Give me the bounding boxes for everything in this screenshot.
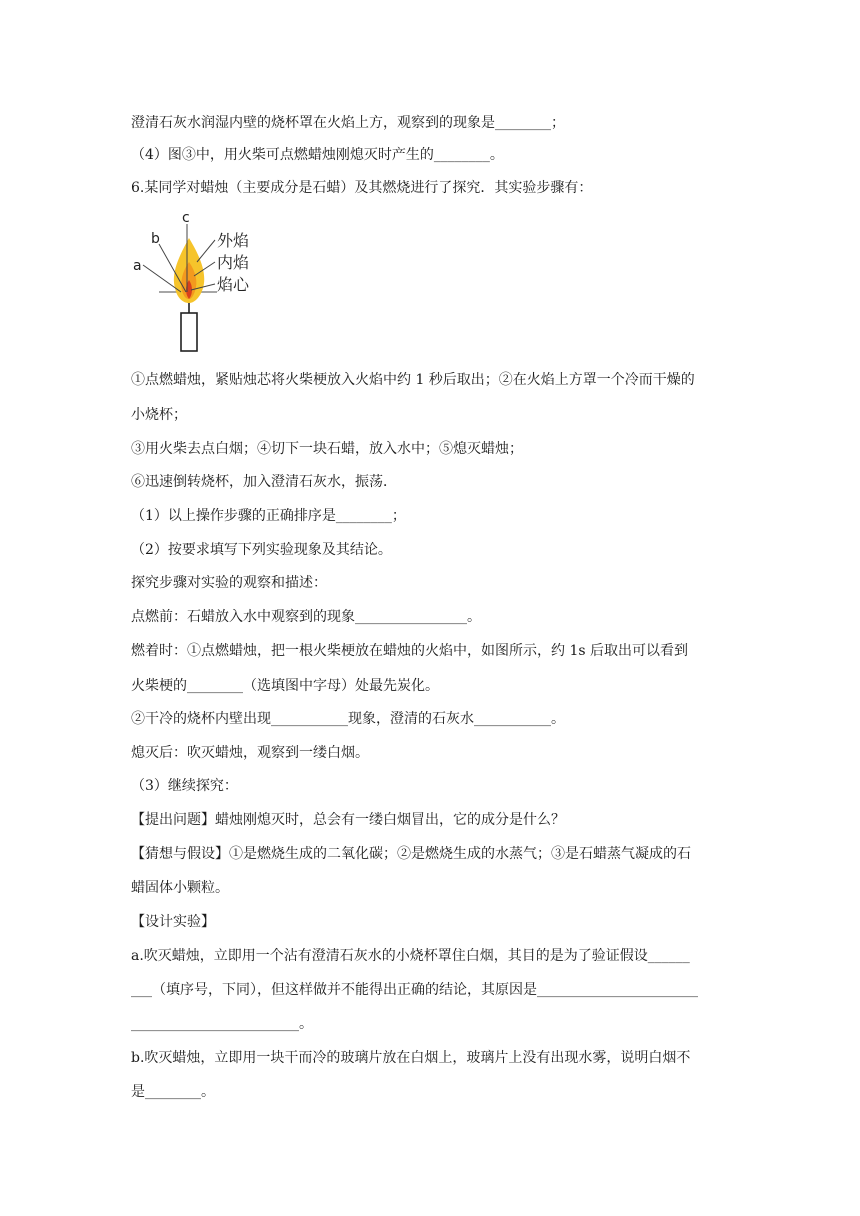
line: （1）以上操作步骤的正确排序是________； <box>131 508 406 524</box>
line: ②干冷的烧杯内壁出现___________现象，澄清的石灰水___________。 <box>131 711 565 727</box>
line: 【设计实验】 <box>131 914 215 930</box>
line: b.吹灭蜡烛，立即用一块干而冷的玻璃片放在白烟上，玻璃片上没有出现水雾，说明白烟不 <box>131 1050 691 1066</box>
label-b: b <box>151 231 160 247</box>
line: ①点燃蜡烛，紧贴烛芯将火柴梗放入火焰中约 1 秒后取出；②在火焰上方罩一个冷而干燥的 <box>131 372 695 388</box>
line: 蜡固体小颗粒。 <box>131 880 229 896</box>
line: 燃着时：①点燃蜡烛，把一根火柴梗放在蜡烛的火焰中，如图所示，约 1s 后取出可以看到 <box>131 643 688 659</box>
label-a: a <box>133 258 142 274</box>
candle-flame-svg <box>131 210 261 360</box>
candle-flame-diagram <box>131 210 261 360</box>
label-flame-core: 焰心 <box>217 275 250 294</box>
line: 【猜想与假设】①是燃烧生成的二氧化碳；②是燃烧生成的水蒸气；③是石蜡蒸气凝成的石 <box>131 846 691 862</box>
line: （3）继续探究： <box>131 778 238 794</box>
line: 6.某同学对蜡烛（主要成分是石蜡）及其燃烧进行了探究．其实验步骤有： <box>131 180 593 196</box>
label-inner-flame: 内焰 <box>217 253 250 272</box>
line: ___（填序号，下同），但这样做并不能得出正确的结论，其原因是_______________________ <box>131 982 698 998</box>
label-outer-flame: 外焰 <box>217 231 250 250</box>
line: （4）图③中，用火柴可点燃蜡烛刚熄灭时产生的________。 <box>131 147 504 163</box>
pointer-outer <box>197 240 215 262</box>
line: 熄灭后：吹灭蜡烛，观察到一缕白烟。 <box>131 745 369 761</box>
line: 是________。 <box>131 1084 215 1100</box>
line: 澄清石灰水润湿内壁的烧杯罩在火焰上方，观察到的现象是________； <box>131 115 565 131</box>
line: ③用火柴去点白烟；④切下一块石蜡，放入水中；⑤熄灭蜡烛； <box>131 441 523 457</box>
line: 【提出问题】蜡烛刚熄灭时，总会有一缕白烟冒出，它的成分是什么？ <box>131 812 565 828</box>
label-c: c <box>182 210 190 226</box>
line: 小烧杯； <box>131 407 187 423</box>
line: （2）按要求填写下列实验现象及其结论。 <box>131 542 392 558</box>
line: 火柴梗的________（选填图中字母）处最先炭化。 <box>131 678 439 694</box>
line: ⑥迅速倒转烧杯，加入澄清石灰水，振荡． <box>131 474 397 490</box>
line: a.吹灭蜡烛，立即用一个沾有澄清石灰水的小烧杯罩住白烟，其目的是为了验证假设______ <box>131 948 690 964</box>
line: 探究步骤对实验的观察和描述： <box>131 575 327 591</box>
line: ________________________。 <box>131 1016 313 1032</box>
line: 点燃前：石蜡放入水中观察到的现象________________。 <box>131 609 481 625</box>
candle-body <box>181 313 197 351</box>
